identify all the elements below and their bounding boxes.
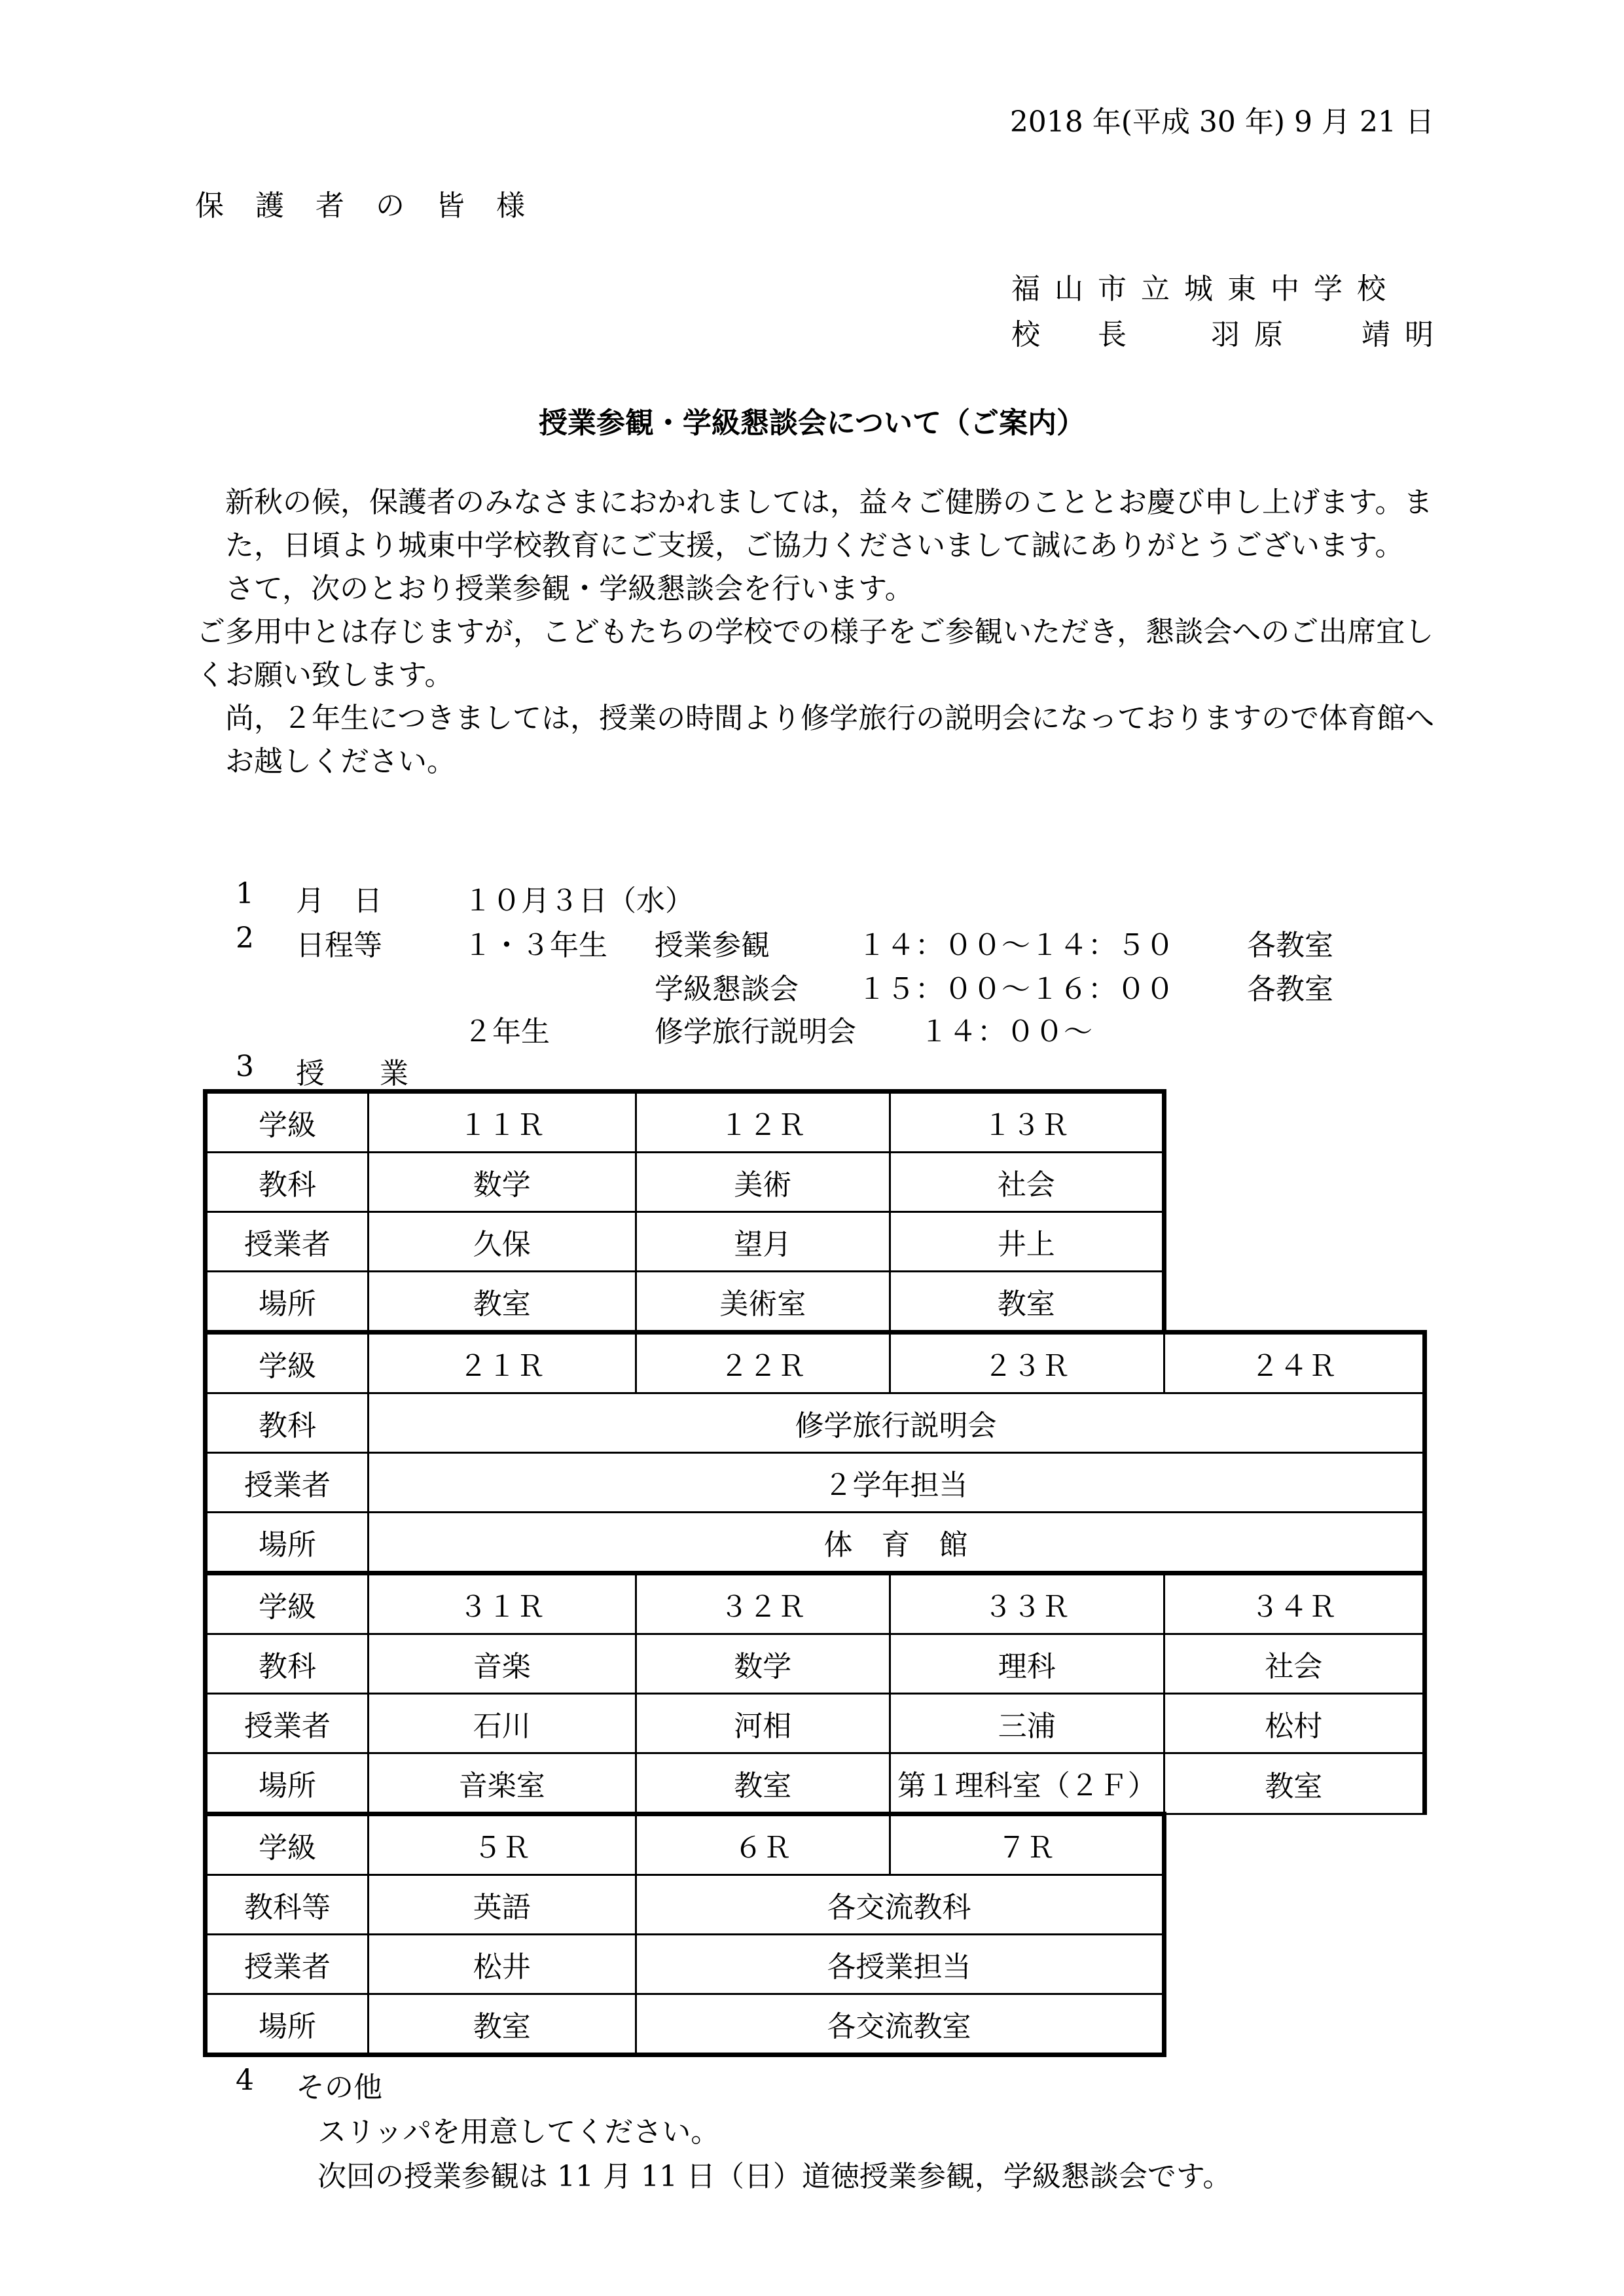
schedule-trip-briefing-time: １４：００～ xyxy=(920,1015,1092,1049)
row-label-place: 場所 xyxy=(206,1994,369,2055)
table-row xyxy=(206,1212,1425,1272)
schedule-class-observation: 授業参観 xyxy=(655,929,770,962)
item-1-number: 1 xyxy=(236,877,254,910)
place-cell: 教室 xyxy=(636,1753,890,1814)
row-label-class: 学級 xyxy=(206,1092,369,1153)
item-1-value: １０月３日（水） xyxy=(463,884,694,918)
class-cell: ２３Ｒ xyxy=(890,1333,1164,1393)
subject-cell: 音楽 xyxy=(369,1634,636,1694)
merged-teacher-cell: ２学年担当 xyxy=(369,1453,1425,1513)
teacher-cell: 河相 xyxy=(636,1694,890,1753)
row-label-subject: 教科 xyxy=(206,1634,369,1694)
table-row xyxy=(206,1092,1425,1153)
row-label-teacher: 授業者 xyxy=(206,1935,369,1994)
item-3-number: 3 xyxy=(236,1050,254,1083)
principal-given-name: 靖明 xyxy=(1362,318,1448,351)
schedule-class-meeting: 学級懇談会 xyxy=(655,973,799,1006)
school-name: 福山市立城東中学校 xyxy=(1011,272,1400,306)
class-cell: ７Ｒ xyxy=(890,1814,1164,1875)
body-text xyxy=(196,481,1440,783)
class-cell: １１Ｒ xyxy=(369,1092,636,1153)
table-row xyxy=(206,1994,1425,2055)
note-next-observation: 次回の授業参観は 11 月 11 日（日）道徳授業参観，学級懇談会です。 xyxy=(317,2160,1232,2193)
class-schedule-table xyxy=(203,1089,1427,2057)
paragraph-greeting: 新秋の候，保護者のみなさまにおかれましては，益々ご健勝のこととお慶び申し上げます。また，日頃より城東中学校教育にご支援，ご協力くださいまして誠にありがとうございます。 xyxy=(225,486,1433,562)
principal-title: 校 長 xyxy=(1011,318,1127,351)
schedule-trip-briefing: 修学旅行説明会 xyxy=(655,1015,856,1049)
table-row xyxy=(206,1573,1425,1634)
teacher-cell: 石川 xyxy=(369,1694,636,1753)
class-cell: ２４Ｒ xyxy=(1164,1333,1424,1393)
teacher-cell: 三浦 xyxy=(890,1694,1164,1753)
schedule-class-meeting-time: １５：００～１６：００ xyxy=(857,973,1174,1006)
table-row xyxy=(206,1935,1425,1994)
place-cell: 教室 xyxy=(1164,1753,1424,1814)
paragraph-note: 尚，２年生につきましては，授業の時間より修学旅行の説明会になっておりますので体育館へお越しください。 xyxy=(225,702,1435,778)
class-cell: ３２Ｒ xyxy=(636,1573,890,1634)
schedule-group-1-3: １・３年生 xyxy=(463,929,607,962)
item-4-number: 4 xyxy=(236,2064,254,2097)
subject-cell: 英語 xyxy=(369,1875,636,1935)
table-row xyxy=(206,1634,1425,1694)
subject-cell: 数学 xyxy=(636,1634,890,1694)
row-label-class: 学級 xyxy=(206,1333,369,1393)
merged-subject-cell: 各交流教科 xyxy=(636,1875,1164,1935)
document-date: 2018 年(平成 30 年) 9 月 21 日 xyxy=(1009,105,1434,139)
item-2-number: 2 xyxy=(236,922,254,955)
class-cell: １３Ｒ xyxy=(890,1092,1164,1153)
row-label-class: 学級 xyxy=(206,1573,369,1634)
place-cell: 教室 xyxy=(890,1272,1164,1333)
row-label-place: 場所 xyxy=(206,1272,369,1333)
item-4-label: その他 xyxy=(296,2071,382,2104)
subject-cell: 理科 xyxy=(890,1634,1164,1694)
row-label-teacher: 授業者 xyxy=(206,1694,369,1753)
merged-subject-cell: 修学旅行説明会 xyxy=(369,1393,1425,1453)
class-cell: １２Ｒ xyxy=(636,1092,890,1153)
class-cell: ３４Ｒ xyxy=(1164,1573,1424,1634)
class-cell: ２１Ｒ xyxy=(369,1333,636,1393)
table-row xyxy=(206,1875,1425,1935)
paragraph-request: ご多用中とは存じますが，こどもたちの学校での様子をご参観いただき，懇談会へのご出席宜しくお願い致します。 xyxy=(196,615,1434,692)
schedule-class-observation-place: 各教室 xyxy=(1247,929,1333,962)
row-label-subject: 教科 xyxy=(206,1393,369,1453)
table-row xyxy=(206,1333,1425,1393)
table-row xyxy=(206,1513,1425,1573)
row-label-subject: 教科 xyxy=(206,1153,369,1212)
row-label-place: 場所 xyxy=(206,1513,369,1573)
class-cell: ３１Ｒ xyxy=(369,1573,636,1634)
item-3-label: 授 業 xyxy=(296,1057,422,1090)
paragraph-announcement: さて，次のとおり授業参観・学級懇談会を行います。 xyxy=(225,572,914,605)
subject-cell: 社会 xyxy=(1164,1634,1424,1694)
recipient: 保護者の皆様 xyxy=(195,189,556,223)
table-row xyxy=(206,1814,1425,1875)
teacher-cell: 井上 xyxy=(890,1212,1164,1272)
table-row xyxy=(206,1272,1425,1333)
table-row xyxy=(206,1153,1425,1212)
teacher-cell: 久保 xyxy=(369,1212,636,1272)
table-row xyxy=(206,1753,1425,1814)
table-row xyxy=(206,1453,1425,1513)
document-title: 授業参観・学級懇談会について（ご案内） xyxy=(538,406,1086,440)
table-row xyxy=(206,1694,1425,1753)
table-row xyxy=(206,1393,1425,1453)
place-cell: 第１理科室（２Ｆ） xyxy=(890,1753,1164,1814)
subject-cell: 社会 xyxy=(890,1153,1164,1212)
principal-family-name: 羽原 xyxy=(1211,318,1297,351)
subject-cell: 数学 xyxy=(369,1153,636,1212)
merged-place-cell: 体 育 館 xyxy=(369,1513,1425,1573)
teacher-cell: 望月 xyxy=(636,1212,890,1272)
item-2-label: 日程等 xyxy=(296,929,382,962)
merged-place-cell: 各交流教室 xyxy=(636,1994,1164,2055)
merged-teacher-cell: 各授業担当 xyxy=(636,1935,1164,1994)
class-cell: ３３Ｒ xyxy=(890,1573,1164,1634)
class-cell: ２２Ｒ xyxy=(636,1333,890,1393)
teacher-cell: 松村 xyxy=(1164,1694,1424,1753)
place-cell: 美術室 xyxy=(636,1272,890,1333)
class-cell: ５Ｒ xyxy=(369,1814,636,1875)
row-label-teacher: 授業者 xyxy=(206,1212,369,1272)
schedule-group-2: ２年生 xyxy=(463,1015,550,1049)
row-label-place: 場所 xyxy=(206,1753,369,1814)
row-label-subject-etc: 教科等 xyxy=(206,1875,369,1935)
schedule-class-meeting-place: 各教室 xyxy=(1247,973,1333,1006)
teacher-cell: 松井 xyxy=(369,1935,636,1994)
place-cell: 教室 xyxy=(369,1994,636,2055)
row-label-teacher: 授業者 xyxy=(206,1453,369,1513)
place-cell: 教室 xyxy=(369,1272,636,1333)
class-cell: ６Ｒ xyxy=(636,1814,890,1875)
item-1-label: 月 日 xyxy=(296,884,382,918)
schedule-class-observation-time: １４：００～１４：５０ xyxy=(857,929,1174,962)
subject-cell: 美術 xyxy=(636,1153,890,1212)
note-slippers: スリッパを用意してください。 xyxy=(317,2115,720,2149)
place-cell: 音楽室 xyxy=(369,1753,636,1814)
row-label-class: 学級 xyxy=(206,1814,369,1875)
